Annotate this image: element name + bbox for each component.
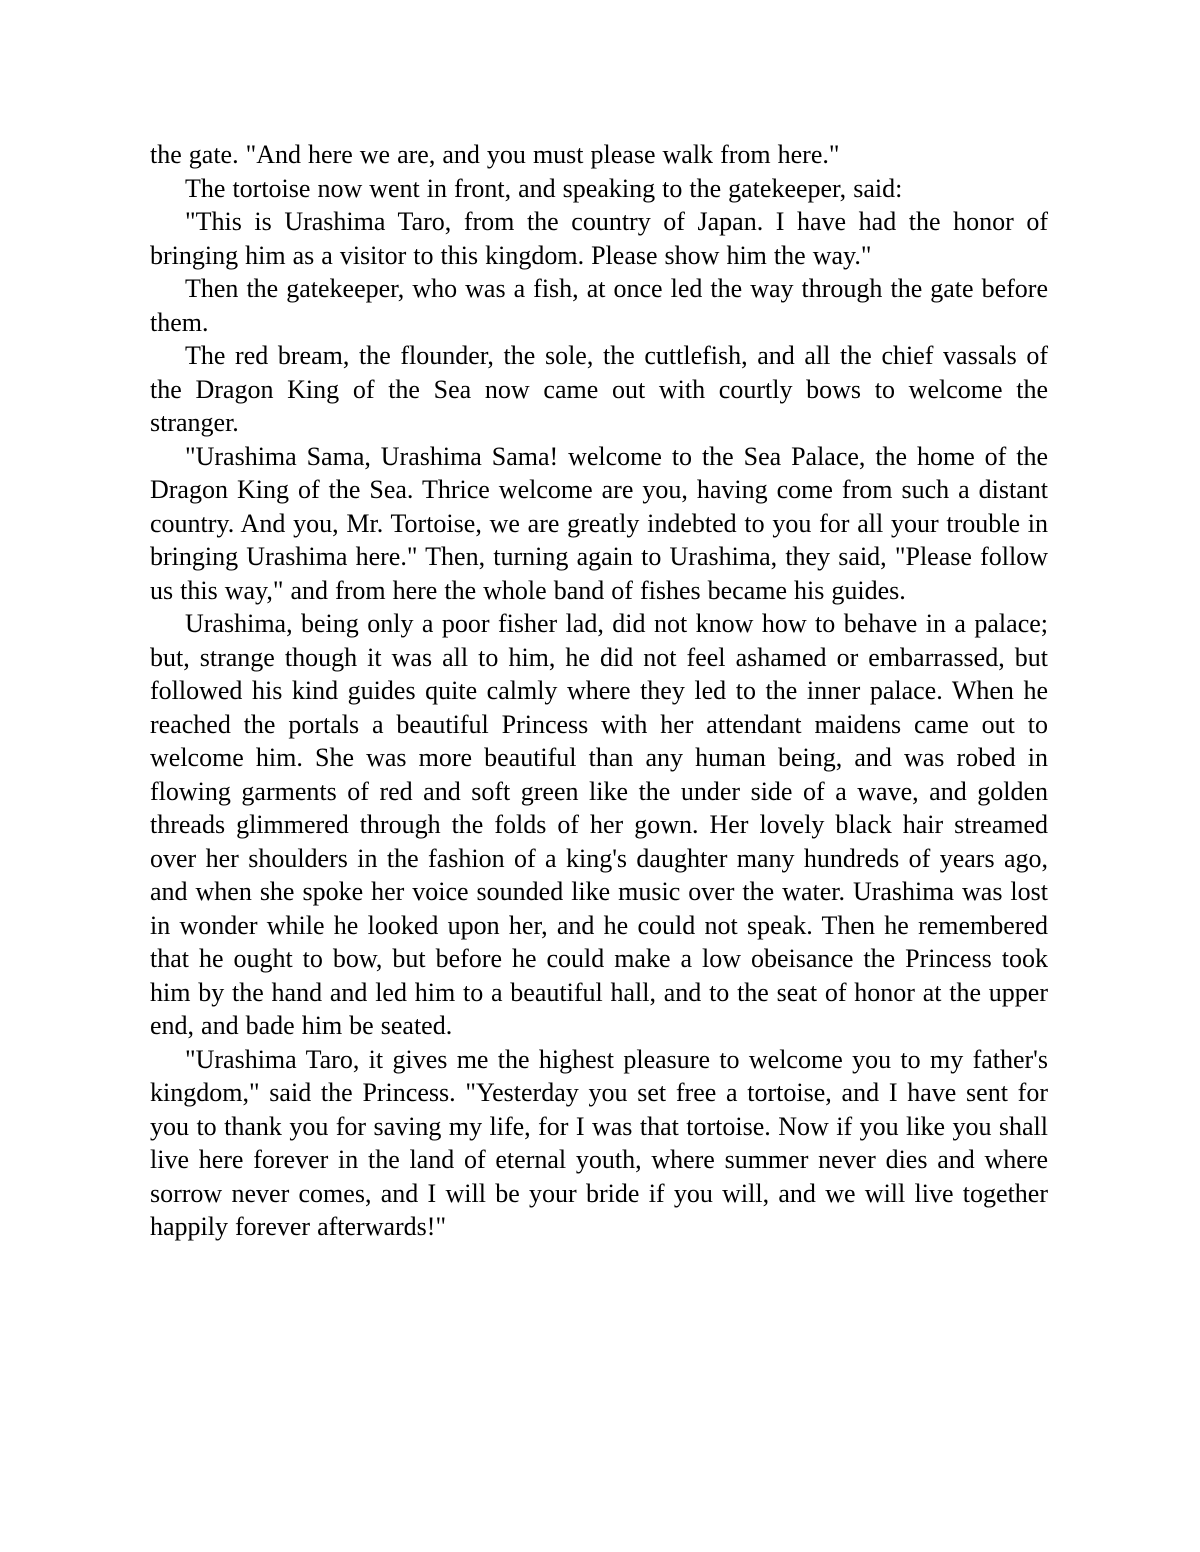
story-paragraph: "Urashima Taro, it gives me the highest pleasure to welcome you to my father's kingdom," said the Princess. "Yesterday you set free a tortoise, and I have sent for you to thank you for saving my life, for I was that tortoise. Now if you like you shall live here forever in the land of eternal youth, where summer never dies and where sorrow never comes, and I will be your bride if you will, and we will live together happily forever afterwards!" xyxy=(150,1044,1048,1241)
story-text-block xyxy=(150,138,1048,1244)
story-paragraph: The red bream, the flounder, the sole, the cuttlefish, and all the chief vassals of the Dragon King of the Sea now came out with courtly bows to welcome the stranger. xyxy=(150,341,1048,437)
story-paragraph: The tortoise now went in front, and speaking to the gatekeeper, said: xyxy=(185,173,903,203)
story-paragraph: Then the gatekeeper, who was a fish, at once led the way through the gate before them. xyxy=(150,274,1048,337)
story-paragraph: the gate. "And here we are, and you must please walk from here." xyxy=(150,140,840,169)
story-paragraph: "This is Urashima Taro, from the country of Japan. I have had the honor of bringing him as a visitor to this kingdom. Please show him the way." xyxy=(150,207,1048,270)
story-paragraph: "Urashima Sama, Urashima Sama! welcome to the Sea Palace, the home of the Dragon King of the Sea. Thrice welcome are you, having come from such a distant country. And you, Mr. Tortoise, we are greatly indebted to you for all your trouble in bringing Urashima here." Then, turning again to Urashima, they said, "Please follow us this way," and from here the whole band of fishes became his guides. xyxy=(150,441,1048,605)
story-paragraph: Urashima, being only a poor fisher lad, did not know how to behave in a palace; but, strange though it was all to him, he did not feel ashamed or embarrassed, but followed his kind guides quite calmly where they led to the inner palace. When he reached the portals a beautiful Princess with her attendant maidens came out to welcome him. She was more beautiful than any human being, and was robed in flowing garments of red and soft green like the under side of a wave, and golden threads glimmered through the folds of her gown. Her lovely black hair streamed over her shoulders in the fashion of a king's daughter many hundreds of years ago, and when she spoke her voice sounded like music over the water. Urashima was lost in wonder while he looked upon her, and he could not speak. Then he remembered that he ought to bow, but before he could make a low obeisance the Princess took him by the hand and led him to a beautiful hall, and to the seat of honor at the upper end, and bade him be seated. xyxy=(150,609,1048,1040)
